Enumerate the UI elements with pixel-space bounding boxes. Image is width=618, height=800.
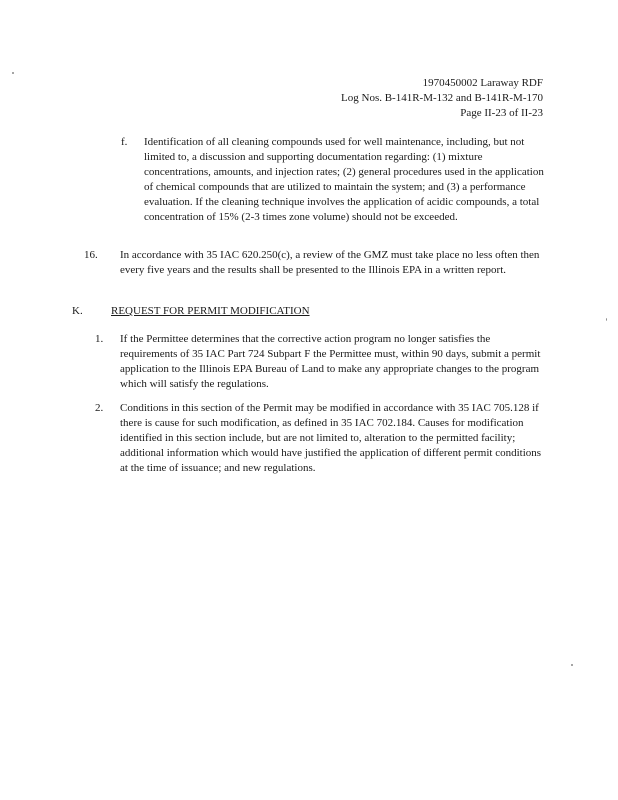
list-item-16 — [84, 248, 554, 278]
scan-speck — [12, 72, 14, 74]
list-item-k2 — [95, 401, 550, 476]
section-marker: K. — [72, 305, 83, 317]
scan-speck — [606, 318, 607, 321]
page-header — [341, 76, 543, 121]
item-marker: 1. — [95, 333, 104, 345]
scan-speck — [571, 664, 573, 666]
item-marker: 2. — [95, 402, 104, 414]
item-text: In accordance with 35 IAC 620.250(c), a review of the GMZ must take place no less often then every five years and the results shall be presented to the Illinois EPA in a written report. — [120, 249, 540, 276]
item-marker: f. — [121, 136, 128, 148]
list-item-f — [121, 135, 551, 225]
section-title: REQUEST FOR PERMIT MODIFICATION — [111, 305, 310, 317]
header-page-number: Page II-23 of II-23 — [460, 107, 543, 119]
item-text: Conditions in this section of the Permit may be modified in accordance with 35 IAC 705.128 if there is cause for such modification, as defined in 35 IAC 702.184. Causes for modification identified in this section include, but are not limited to, alteration to the permitted facility; additional information which would have justified the application of different permit conditions at the time of issuance; and new regulations. — [120, 402, 542, 474]
item-text: If the Permittee determines that the corrective action program no longer satisfies the requirements of 35 IAC Part 724 Subpart F the Permittee must, within 90 days, submit a permit application to the Illinois EPA Bureau of Land to make any appropriate changes to the program which will satisfy the regulations. — [120, 333, 541, 390]
item-marker: 16. — [84, 249, 98, 261]
item-text: Identification of all cleaning compounds used for well maintenance, including, but not limited to, a discussion and supporting documentation regarding: (1) mixture concentrations, amounts, and injection rates; (2) general procedures used in the application of chemical compounds that are utilized to maintain the system; and (3) a performance evaluation. If the cleaning technique involves the application of acidic compounds, a total concentration of 15% (2-3 times zone volume) should not be exceeded. — [144, 136, 544, 223]
list-item-k1 — [95, 332, 550, 392]
header-log-numbers: Log Nos. B-141R-M-132 and B-141R-M-170 — [341, 92, 543, 104]
section-heading-k — [72, 304, 542, 319]
header-permit-line: 1970450002 Laraway RDF — [422, 77, 543, 89]
